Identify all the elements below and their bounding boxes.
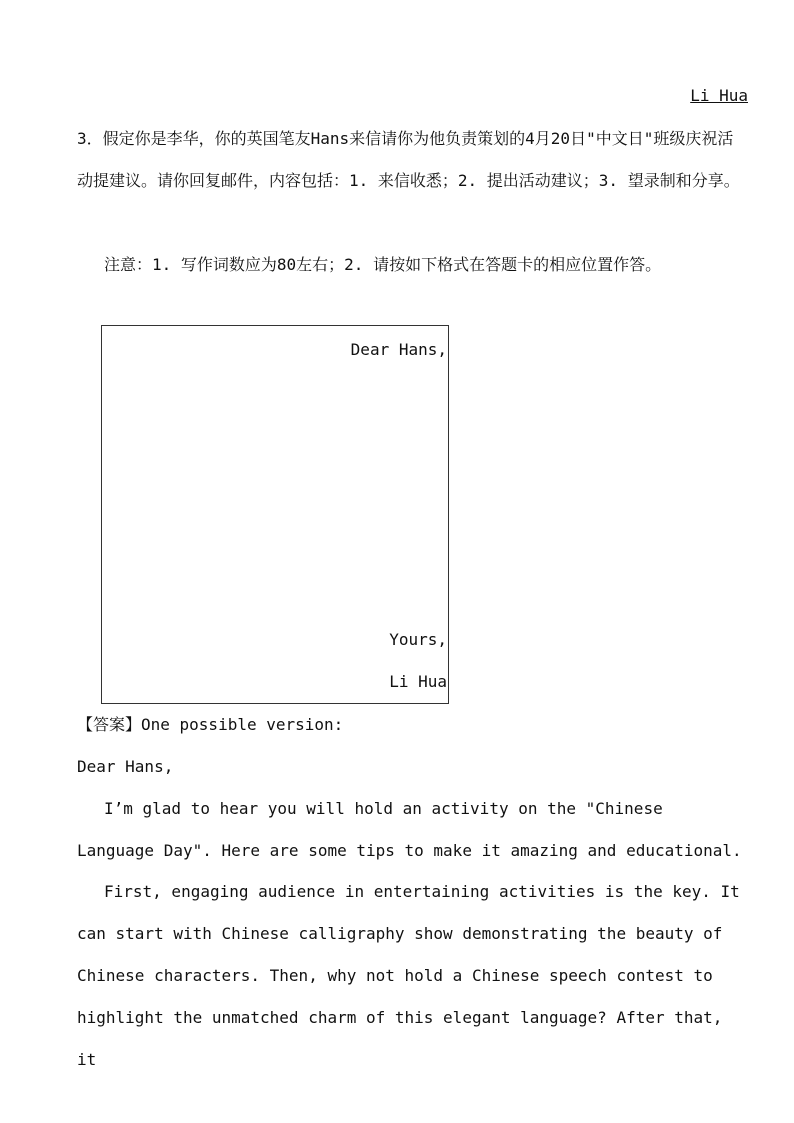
box-closing: Yours,	[389, 630, 447, 649]
writing-task-note: 注意：1. 写作词数应为80左右；2. 请按如下格式在答题卡的相应位置作答。	[104, 255, 662, 274]
top-signature: Li Hua	[690, 86, 748, 105]
answer-format-box	[101, 325, 449, 704]
writing-task-prompt: 3．假定你是李华，你的英国笔友Hans来信请你为他负责策划的4月20日"中文日"班级庆祝活动提建议。请你回复邮件，内容包括：1. 来信收悉；2. 提出活动建议；3. 望录制和分享。	[77, 129, 740, 190]
answer-paragraph-2: First, engaging audience in entertaining activities is the key. It can start with Chinese calligraphy show demonstrating the beauty of Chinese characters. Then, why not hold a Chinese speech contest to highlight the unmatched charm of this elegant language? After that, it	[77, 882, 740, 1069]
answer-label: 【答案】One possible version:	[77, 715, 344, 734]
answer-greeting: Dear Hans,	[77, 757, 174, 776]
box-greeting: Dear Hans,	[350, 340, 447, 359]
box-signature: Li Hua	[389, 672, 447, 691]
answer-paragraph-1: I’m glad to hear you will hold an activity on the "Chinese Language Day". Here are some tips to make it amazing and educational.	[77, 799, 742, 860]
